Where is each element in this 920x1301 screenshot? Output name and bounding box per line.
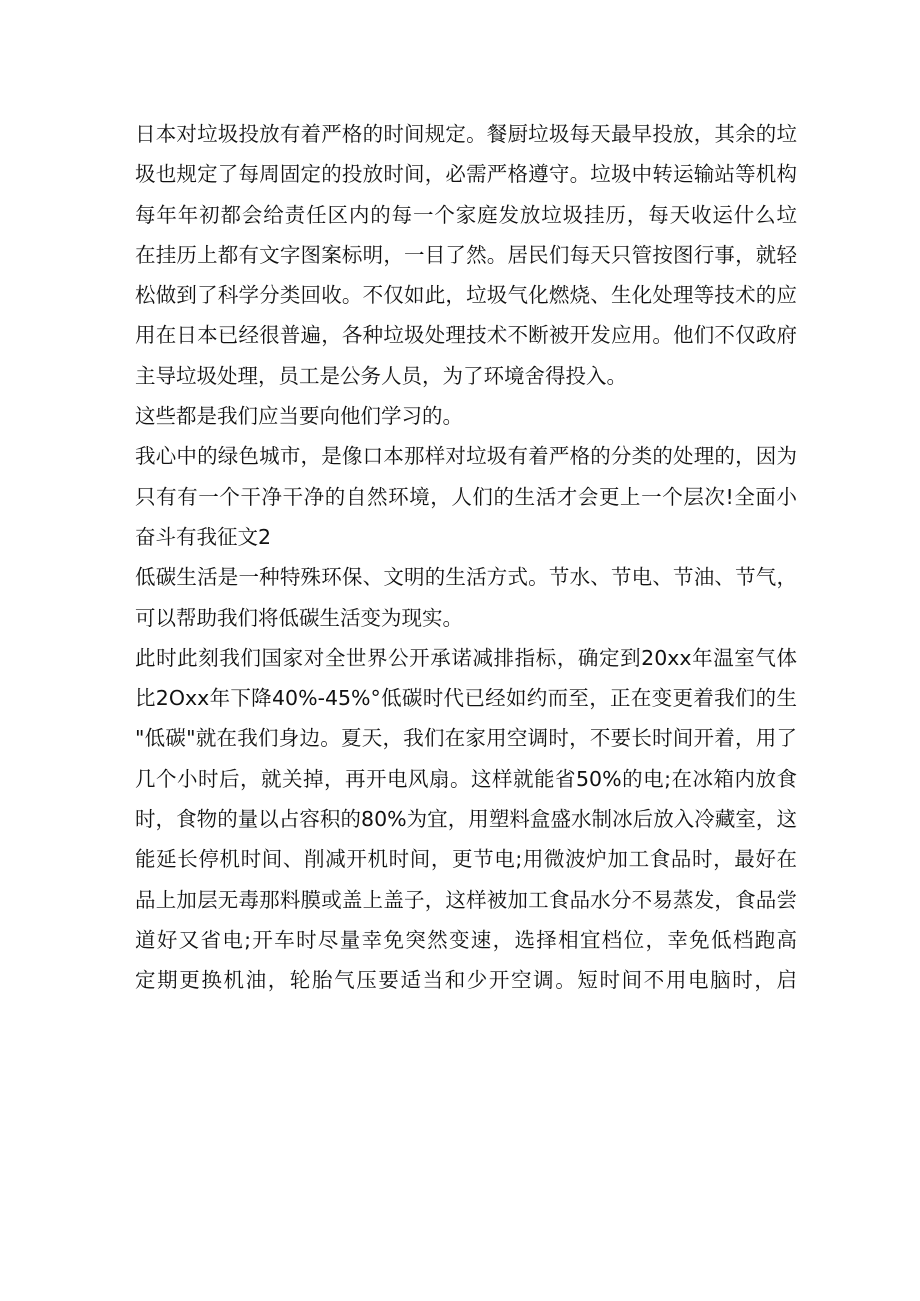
text-line: 能延长停机时间、削减开机时间，更节电;用微波炉加工食品时，最好在 (135, 847, 797, 872)
text-line: 松做到了科学分类回收。不仅如此，垃圾气化燃烧、生化处理等技术的应 (135, 283, 797, 308)
text-line: 主导垃圾处理，员工是公务人员，为了环境舍得投入。 (135, 363, 627, 388)
text-line: 时，食物的量以占容积的80%为宜，用塑料盒盛水制冰后放入冷藏室，这 (135, 807, 797, 832)
text-line: 用在日本已经很普遍，各种垃圾处理技术不断被开发应用。他们不仅政府 (135, 323, 797, 348)
text-line: 此时此刻我们国家对全世界公开承诺减排指标，确定到20xx年温室气体 (135, 645, 797, 670)
text-line: 在挂历上都有文字图案标明，一目了然。居民们每天只管按图行事，就轻 (135, 242, 797, 267)
text-line: 道好又省电;开车时尽量幸免突然变速，选择相宜档位，幸免低档跑高 (135, 927, 797, 952)
text-line: 我心中的绿色城市，是像口本那样对垃圾有着严格的分类的处理的，因为 (135, 444, 797, 469)
text-line: 圾也规定了每周固定的投放时间，必需严格遵守。垃圾中转运输站等机构 (135, 162, 797, 187)
text-line: 可以帮助我们将低碳生活变为现实。 (135, 605, 463, 630)
text-line: 低碳生活是一种特殊环保、文明的生活方式。节水、节电、节油、节气， (135, 565, 797, 590)
text-line: 比2Oxx年下降40%-45%°低碳时代已经如约而至，正在变更着我们的生 (135, 686, 797, 711)
document-body (135, 114, 797, 1001)
text-line: 定期更换机油，轮胎气压要适当和少开空调。短时间不用电脑时，启 (135, 968, 797, 993)
text-line: 这些都是我们应当要向他们学习的。 (135, 404, 463, 429)
text-line: 每年年初都会给责任区内的每一个家庭发放垃圾挂历，每天收运什么垃 (135, 202, 797, 227)
section-heading: 奋斗有我征文2 (135, 524, 272, 549)
text-line: 只有有一个干净干净的自然环境，人们的生活才会更上一个层次!全面小 (135, 484, 797, 509)
text-line: 品上加层无毒那料膜或盖上盖子，这样被加工食品水分不易蒸发，食品尝 (135, 887, 797, 912)
text-line: 日本对垃圾投放有着严格的时间规定。餐厨垃圾每天最早投放，其余的垃 (135, 122, 797, 146)
text-line: "低碳"就在我们身边。夏天，我们在家用空调时，不要长时间开着，用了 (135, 726, 797, 751)
text-line: 几个小时后，就关掉，再开电风扇。这样就能省50%的电;在冰箱内放食 (135, 766, 797, 791)
